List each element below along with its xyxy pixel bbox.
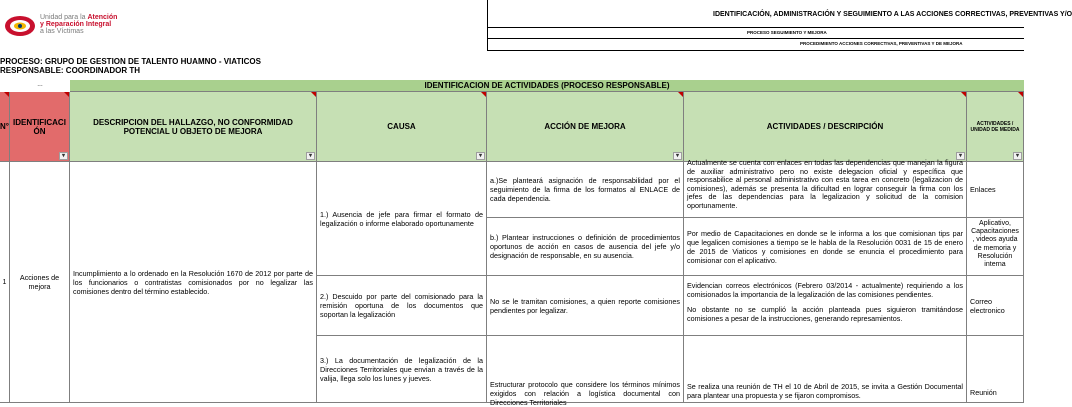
header-subtitle2: PROCEDIMIENTO ACCIONES CORRECTIVAS, PREVENTIVAS Y DE MEJORA (800, 41, 963, 46)
process-line2: RESPONSABLE: COORDINADOR TH (0, 66, 141, 75)
header-divider (487, 0, 488, 50)
cell-unidad-1a[interactable]: Enlaces (967, 162, 1024, 218)
col-header-causa[interactable]: CAUSA ▾ (317, 92, 487, 162)
cell-accion-1a[interactable]: a.)Se planteará asignación de responsabilidad por el seguimiento de la firma de los formatos al ENLACE de cada dependencia. (487, 162, 684, 218)
col-header-unidad[interactable]: ACTIVIDADES / UNIDAD DE MEDIDA ▾ (967, 92, 1024, 162)
filter-dropdown-icon[interactable]: ▾ (306, 152, 315, 160)
col-header-ident[interactable]: IDENTIFICACIÓN ▾ (10, 92, 70, 162)
cell-unidad-3[interactable]: Reunión (967, 336, 1024, 403)
col-header-actividades[interactable]: ACTIVIDADES / DESCRIPCIÓN ▾ (684, 92, 967, 162)
cell-accion-1b[interactable]: b.) Plantear instrucciones o definición de procedimientos oportunos de acción en casos de ausencia del jefe y/o designación de responsable, en su ausencia. (487, 218, 684, 276)
cell-actividad-3[interactable]: Se realiza una reunión de TH el 10 de Abril de 2015, se invita a Gestión Documental para plantear una propuesta y se fijaron compromisos. (684, 336, 967, 403)
cell-unidad-1b[interactable]: Aplicativo, Capacitaciones , videos ayuda de memoria y Resolución interna (967, 218, 1024, 276)
header-title: IDENTIFICACIÓN, ADMINISTRACIÓN Y SEGUIMIENTO A LAS ACCIONES CORRECTIVAS, PREVENTIVAS Y/O (713, 11, 1072, 18)
cell-unidad-2[interactable]: Correo electronico (967, 276, 1024, 336)
cell-accion-2[interactable]: No se le tramitan comisiones, a quien reporte comisiones pendientes por legalizar. (487, 276, 684, 336)
cell-causa-1[interactable]: 1.) Ausencia de jefe para firmar el formato de legalización o informe elaborado oportunamente (317, 162, 487, 276)
cell-desc[interactable]: Incumplimiento a lo ordenado en la Resolución 1670 de 2012 por parte de los funcionarios o contratistas comisionados por no legalizar las comisiones dentro del término establecido. (70, 162, 317, 403)
cell-ident[interactable]: Acciones de mejora (10, 162, 70, 403)
cell-causa-3[interactable]: 3.) La documentación de legalización de la Direcciones Territoriales que envian a través de la valija, llega solo los lunes y jueves. (317, 336, 487, 403)
filter-dropdown-icon[interactable]: ▾ (1013, 152, 1022, 160)
logo-line1-highlight: Atención (87, 14, 118, 21)
process-line1: PROCESO: GRUPO DE GESTION DE TALENTO HUAMNO - VIATICOS (0, 57, 261, 66)
filter-dropdown-icon[interactable]: ▾ (59, 152, 68, 160)
filter-dropdown-icon[interactable]: ▾ (673, 152, 682, 160)
logo-emblem-icon (4, 15, 36, 37)
col-header-num[interactable]: N° (0, 92, 10, 162)
logo-line1: Unidad para la (40, 14, 88, 21)
logo-line2: y Reparación Integral (40, 21, 112, 28)
header-rule3 (487, 50, 1024, 51)
cell-accion-3[interactable]: Estructurar protocolo que considere los términos mínimos exigidos con relación a logística documental con Direcciones Territoriales (487, 336, 684, 403)
header-rule1 (487, 27, 1024, 28)
filter-dropdown-icon[interactable]: ▾ (476, 152, 485, 160)
cell-causa-2[interactable]: 2.) Descuido por parte del comisionado para la remisión oportuna de los documentos que soportan la legalización (317, 276, 487, 336)
header-rule2 (487, 38, 1024, 39)
section-title: IDENTIFICACION DE ACTIVIDADES (PROCESO RESPONSABLE) (70, 80, 1024, 92)
col-header-desc[interactable]: DESCRIPCION DEL HALLAZGO, NO CONFORMIDAD POTENCIAL U OBJETO DE MEJORA ▾ (70, 92, 317, 162)
cell-actividad-1a[interactable]: Actualmente se cuenta con enlaces en todas las dependencias que manejan la figura de auxiliar administrativo pero no existe delegacion oficial y específica que responsabilice al personal administrativo con esta tarea en concreto (legalizacion de comisiones), además se presenta la dificultad en lograr conseguir la firma con los jefes de las dependencias para la legalizacion y solicitud de la comision oportunamente. (684, 162, 967, 218)
logo (4, 14, 154, 40)
col-header-accion[interactable]: ACCIÓN DE MEJORA ▾ (487, 92, 684, 162)
header-subtitle1: PROCESO SEGUIMIENTO Y MEJORA (747, 30, 827, 35)
section-label: --- (37, 83, 43, 89)
cell-actividad-2[interactable]: Evidencian correos electrónicos (Febrero 03/2014 - actualmente) requiriendo a los comisionados la importancia de la legalización de las comisiones pendientes. No obstante no se cumplió la acción planteada pues siguieron tramitándose comisiones a pesar de la instrucciones, generando represamientos. (684, 276, 967, 336)
cell-actividad-1b[interactable]: Por medio de Capacitaciones en donde se le informa a los que comisionan tips par que legalicen comisiones a tiempo se le habla de la Resolución 0031 de 15 de enero de 2015 de Viaticos y comisiones en donde se enuncia el procedimiento para comisionar con el aplicativo. (684, 218, 967, 276)
filter-dropdown-icon[interactable]: ▾ (956, 152, 965, 160)
logo-line3: a las Víctimas (40, 28, 84, 35)
cell-num[interactable]: 1 (0, 162, 10, 403)
